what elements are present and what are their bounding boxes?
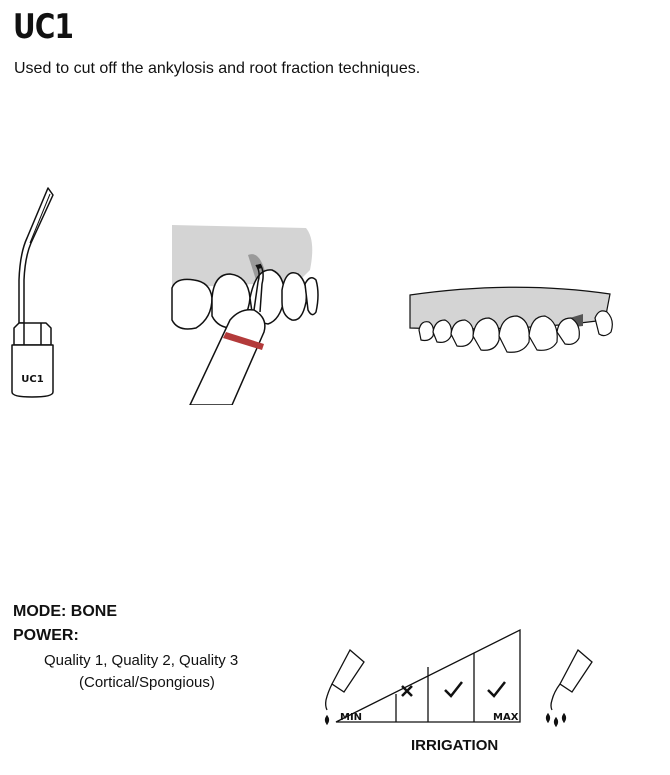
irrigation-min-label: MIN	[340, 712, 363, 723]
tip-illustration	[8, 185, 68, 405]
level-not-recommended-icon	[402, 686, 412, 696]
page-title: UC1	[13, 7, 74, 47]
irrigation-diagram	[300, 622, 630, 732]
power-quality: Quality 1, Quality 2, Quality 3	[44, 652, 239, 669]
tip-engraving: UC1	[21, 374, 44, 385]
level-recommended-icon	[445, 682, 462, 696]
irrigation-title: IRRIGATION	[411, 737, 499, 754]
irrigation-max-label: MAX	[493, 712, 519, 723]
upper-arch-illustration	[405, 280, 615, 355]
power-type: (Cortical/Spongious)	[79, 674, 215, 691]
page-description: Used to cut off the ankylosis and root fraction techniques.	[14, 60, 421, 77]
clinical-use-illustration	[168, 220, 328, 405]
level-recommended-icon	[488, 682, 505, 696]
power-label: POWER:	[13, 627, 79, 644]
mode-label: MODE: BONE	[13, 603, 117, 620]
max-handpiece-icon	[547, 650, 593, 726]
